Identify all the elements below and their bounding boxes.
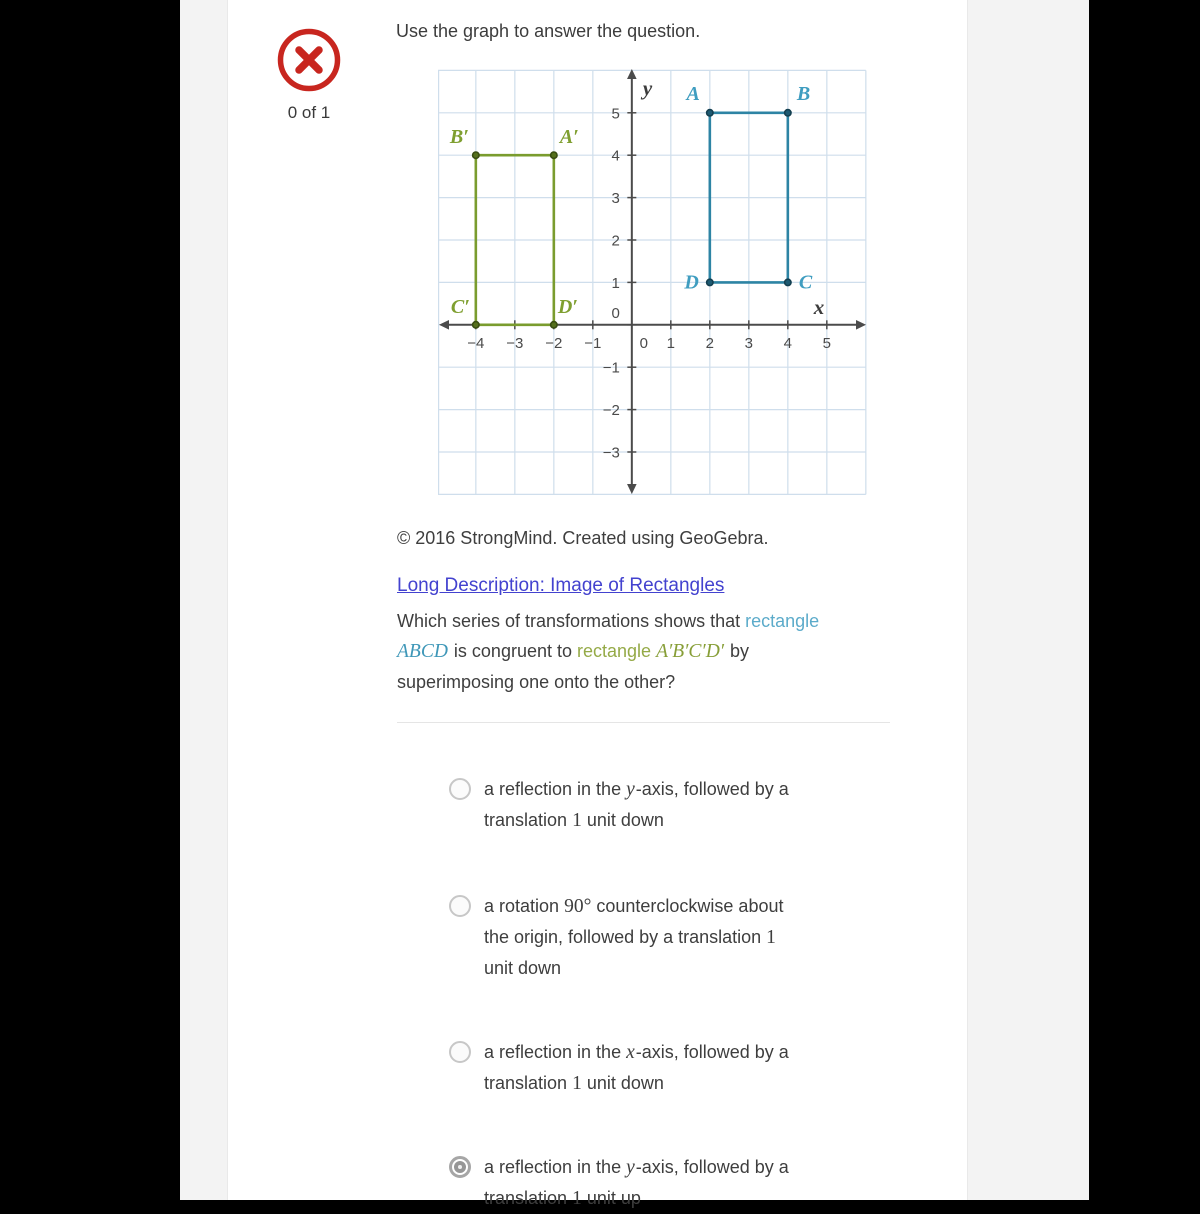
- svg-text:B′: B′: [449, 126, 469, 149]
- svg-text:−2: −2: [602, 402, 620, 420]
- question-line: [397, 636, 927, 667]
- svg-text:4: 4: [611, 147, 620, 165]
- answer-radio-4[interactable]: [449, 1156, 471, 1178]
- text-segment: x: [626, 1042, 635, 1063]
- x-circle-icon: [276, 27, 342, 93]
- text-segment: a reflection in the: [484, 779, 627, 799]
- text-segment: rectangle: [745, 611, 820, 631]
- svg-text:−1: −1: [584, 334, 602, 352]
- question-line: [397, 667, 927, 697]
- svg-text:5: 5: [611, 105, 620, 123]
- text-segment: the origin, followed by a translation: [484, 927, 767, 947]
- svg-text:B: B: [796, 82, 811, 105]
- option-line: [484, 805, 789, 836]
- text-segment: unit down: [484, 958, 562, 978]
- option-line: [484, 1037, 789, 1068]
- text-segment: translation: [484, 1188, 573, 1208]
- text-segment: A′B′C′D′: [656, 641, 725, 662]
- svg-text:3: 3: [744, 334, 754, 352]
- svg-text:−3: −3: [506, 334, 524, 352]
- question-text: [397, 606, 927, 697]
- svg-text:3: 3: [611, 190, 620, 208]
- divider: [397, 722, 890, 723]
- text-segment: rectangle: [577, 641, 657, 661]
- coordinate-graph: [438, 67, 868, 497]
- option-line: [484, 891, 783, 922]
- text-segment: -axis, followed by a: [635, 779, 789, 799]
- text-segment: a rotation: [484, 896, 565, 916]
- text-segment: 1: [572, 1188, 582, 1209]
- answer-option-4[interactable]: [449, 1152, 889, 1214]
- svg-text:1: 1: [666, 334, 676, 352]
- svg-text:0: 0: [639, 334, 649, 352]
- svg-text:A′: A′: [559, 126, 579, 149]
- svg-text:−1: −1: [602, 359, 620, 377]
- option-line: [484, 774, 789, 805]
- svg-text:1: 1: [611, 274, 620, 292]
- answer-radio-2[interactable]: [449, 895, 471, 917]
- text-segment: superimposing one onto the other?: [397, 672, 676, 692]
- answer-radio-3[interactable]: [449, 1041, 471, 1063]
- answer-option-3[interactable]: [449, 1037, 889, 1099]
- score-text: 0 of 1: [287, 103, 331, 122]
- svg-text:−3: −3: [602, 444, 620, 462]
- answer-option-2[interactable]: [449, 891, 889, 983]
- text-segment: -axis, followed by a: [635, 1157, 789, 1177]
- svg-text:−4: −4: [467, 334, 485, 352]
- option-text: [484, 774, 789, 836]
- quiz-card: [227, 0, 968, 1209]
- text-segment: Which series of transformations shows that: [397, 611, 746, 631]
- text-segment: 1: [572, 1073, 582, 1094]
- svg-text:D′: D′: [557, 295, 578, 318]
- svg-text:C: C: [798, 271, 813, 294]
- option-text: [484, 891, 783, 983]
- text-segment: 1: [766, 927, 776, 948]
- text-segment: 90°: [564, 896, 592, 917]
- svg-text:2: 2: [611, 232, 620, 250]
- text-segment: translation: [484, 1073, 573, 1093]
- text-segment: by: [725, 641, 750, 661]
- text-segment: y: [626, 779, 635, 800]
- answer-radio-1[interactable]: [449, 778, 471, 800]
- option-line: [484, 1152, 789, 1183]
- answer-option-1[interactable]: [449, 774, 889, 836]
- attribution-text: © 2016 StrongMind. Created using GeoGebra.: [397, 528, 769, 548]
- svg-text:4: 4: [783, 334, 793, 352]
- option-line: [484, 1183, 789, 1214]
- svg-text:D: D: [684, 271, 699, 294]
- text-segment: unit down: [581, 810, 664, 830]
- text-segment: is congruent to: [448, 641, 577, 661]
- text-segment: 1: [572, 810, 582, 831]
- text-segment: unit up: [581, 1188, 641, 1208]
- text-segment: counterclockwise about: [591, 896, 784, 916]
- svg-text:C′: C′: [450, 295, 470, 318]
- text-segment: -axis, followed by a: [635, 1042, 789, 1062]
- option-line: [484, 922, 783, 953]
- text-segment: translation: [484, 810, 573, 830]
- svg-text:A: A: [686, 82, 700, 105]
- svg-text:0: 0: [611, 304, 620, 322]
- text-segment: unit down: [581, 1073, 664, 1093]
- text-segment: a reflection in the: [484, 1042, 627, 1062]
- svg-text:5: 5: [822, 334, 832, 352]
- option-text: [484, 1037, 789, 1099]
- svg-text:2: 2: [705, 334, 715, 352]
- svg-text:x: x: [813, 294, 825, 319]
- long-description-link[interactable]: Long Description: Image of Rectangles: [397, 575, 725, 596]
- svg-text:−2: −2: [545, 334, 563, 352]
- option-text: [484, 1152, 789, 1214]
- question-prompt: Use the graph to answer the question.: [396, 21, 701, 41]
- svg-text:y: y: [642, 76, 653, 100]
- option-line: [484, 1068, 789, 1099]
- text-segment: y: [626, 1157, 635, 1178]
- question-line: [397, 606, 927, 636]
- text-segment: a reflection in the: [484, 1157, 627, 1177]
- option-line: [484, 953, 783, 983]
- text-segment: ABCD: [397, 641, 448, 662]
